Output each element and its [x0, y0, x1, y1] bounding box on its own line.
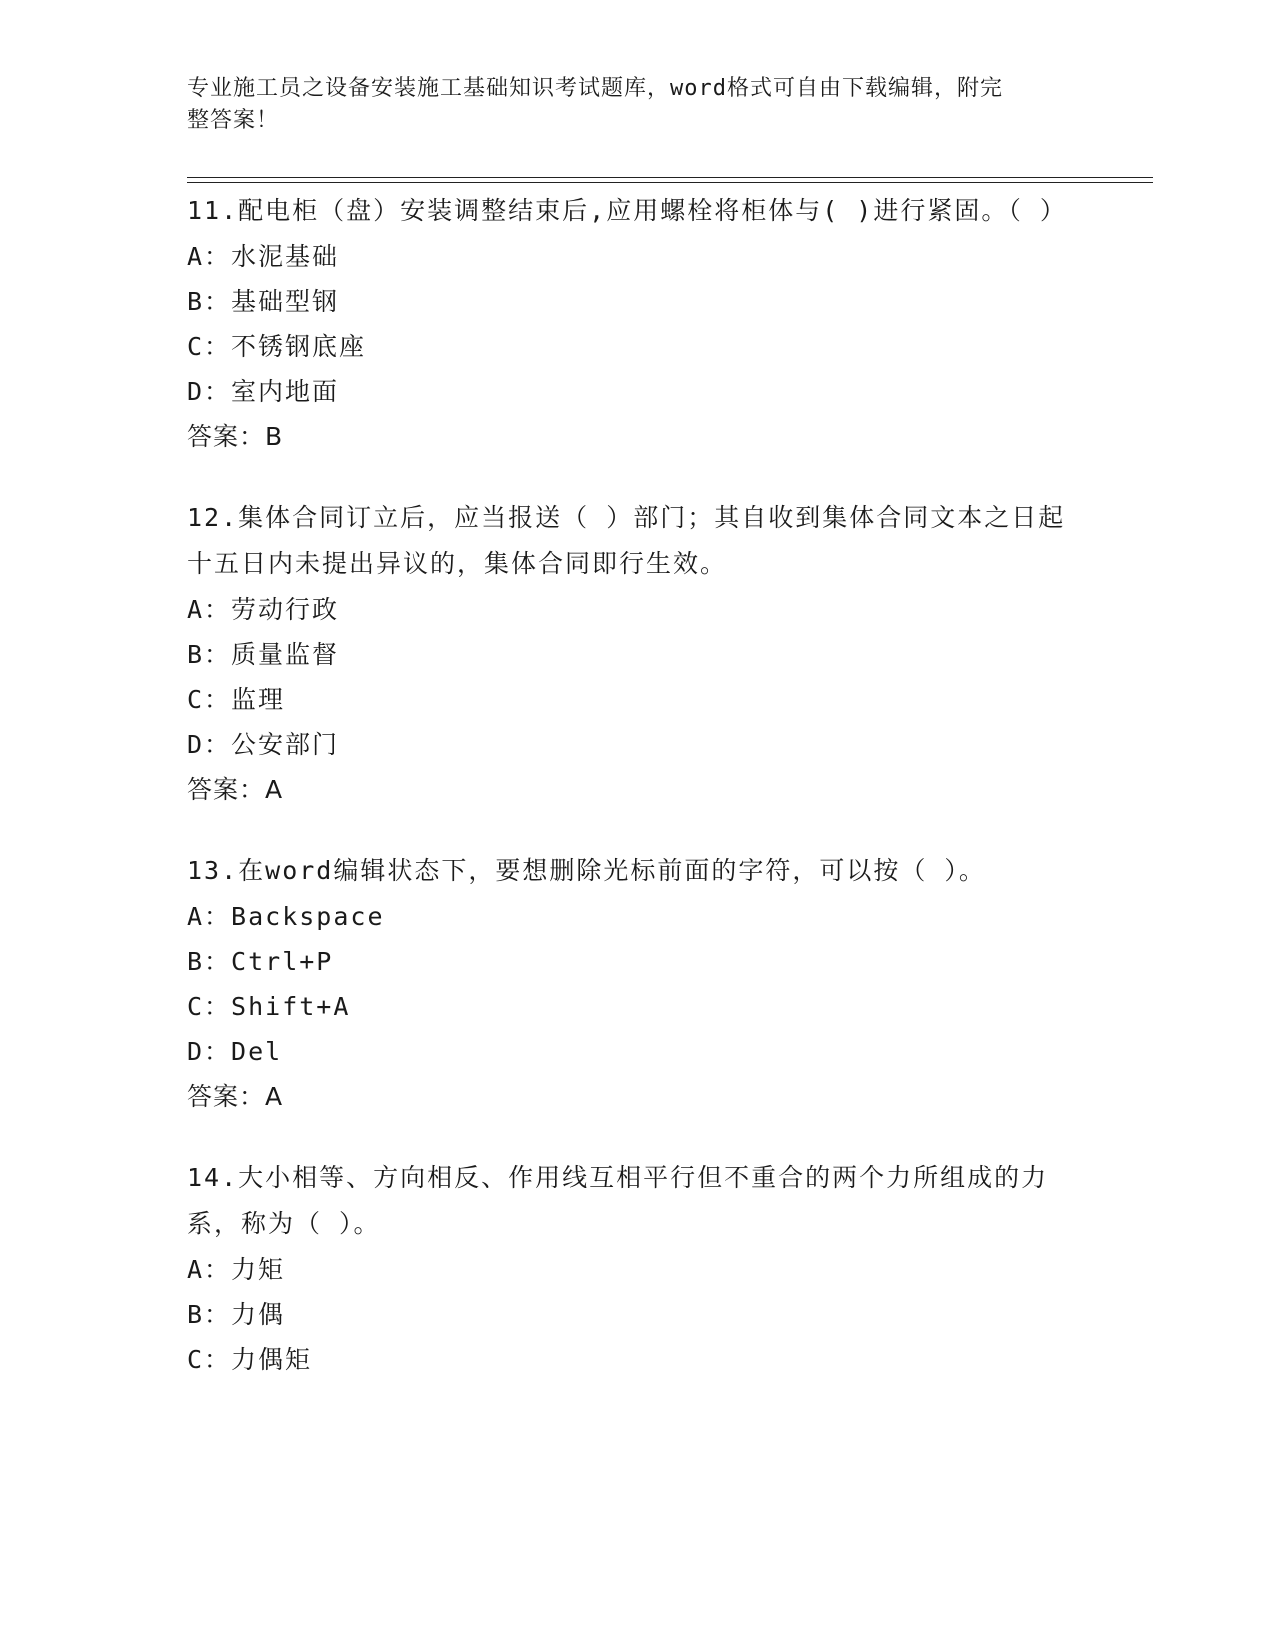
question-stem: 14.大小相等、方向相反、作用线互相平行但不重合的两个力所组成的力系，称为（ ）。: [187, 1163, 1049, 1238]
question-list: [187, 188, 1087, 1418]
option-c: C：力偶矩: [187, 1345, 313, 1374]
answer-label: 答案：A: [187, 1082, 284, 1111]
answer-label: 答案：B: [187, 422, 284, 451]
option-b: B：质量监督: [187, 640, 340, 669]
option-c: C：不锈钢底座: [187, 332, 367, 361]
option-b: B：基础型钢: [187, 287, 340, 316]
header-divider-top: [187, 177, 1153, 178]
question-12: [187, 495, 1087, 812]
option-b: B：Ctrl+P: [187, 947, 334, 976]
option-a: A：水泥基础: [187, 242, 340, 271]
question-stem: 11.配电柜（盘）安装调整结束后,应用螺栓将柜体与( )进行紧固。（ ）: [187, 196, 1067, 225]
option-a: A：力矩: [187, 1255, 286, 1284]
option-d: D：公安部门: [187, 730, 340, 759]
question-stem: 13.在word编辑状态下，要想删除光标前面的字符，可以按（ ）。: [187, 856, 986, 885]
option-d: D：Del: [187, 1037, 283, 1066]
option-c: C：监理: [187, 685, 286, 714]
header-divider-bottom: [187, 182, 1153, 183]
question-13: [187, 848, 1087, 1119]
header-line-1: 专业施工员之设备安装施工基础知识考试题库，word格式可自由下载编辑，附完: [187, 76, 1003, 101]
question-14: [187, 1155, 1087, 1382]
header-line-2: 整答案！: [187, 108, 280, 133]
option-a: A：Backspace: [187, 902, 385, 931]
option-a: A：劳动行政: [187, 595, 340, 624]
question-stem: 12.集体合同订立后，应当报送（ ）部门；其自收到集体合同文本之日起十五日内未提出异议的，集体合同即行生效。: [187, 503, 1066, 578]
option-d: D：室内地面: [187, 377, 340, 406]
document-header: [187, 73, 1067, 137]
answer-label: 答案：A: [187, 775, 284, 804]
question-11: [187, 188, 1087, 459]
option-c: C：Shift+A: [187, 992, 351, 1021]
option-b: B：力偶: [187, 1300, 286, 1329]
